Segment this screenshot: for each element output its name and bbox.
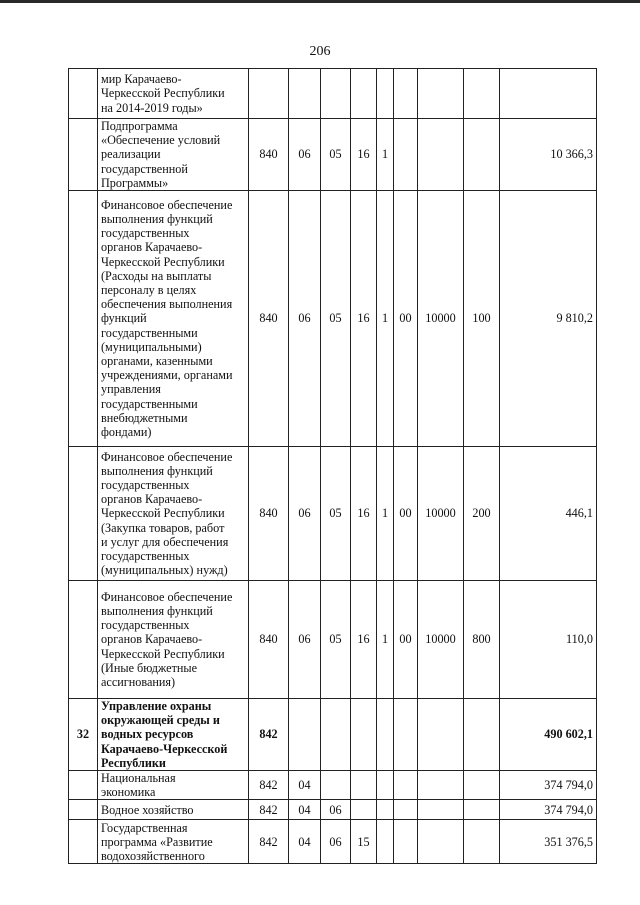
code-cell: 842 [249, 699, 289, 771]
item-name [98, 191, 249, 447]
item-name-line: государственными [101, 325, 198, 340]
item-name-line: и услуг для обеспечения [101, 534, 229, 549]
item-name-line: государственных [101, 549, 190, 564]
item-name [98, 447, 249, 581]
code-cell [394, 69, 418, 119]
code-cell: 06 [321, 820, 351, 864]
code-cell: 04 [289, 800, 321, 820]
item-name-line: органов Карачаево- [101, 240, 203, 255]
code-cell: 06 [289, 581, 321, 699]
code-cell: 1 [377, 191, 394, 447]
code-cell [418, 119, 464, 191]
item-name-line: Государственная [101, 820, 188, 835]
table-row [69, 69, 597, 119]
code-cell [321, 699, 351, 771]
code-cell [351, 800, 377, 820]
code-cell: 04 [289, 820, 321, 864]
code-cell: 05 [321, 191, 351, 447]
code-cell: 840 [249, 191, 289, 447]
row-number [69, 447, 98, 581]
item-name-line: органов Карачаево- [101, 492, 203, 507]
code-cell: 1 [377, 119, 394, 191]
code-cell [394, 800, 418, 820]
row-number [69, 820, 98, 864]
code-cell [351, 69, 377, 119]
item-name [98, 771, 249, 800]
table-row [69, 771, 597, 800]
item-name-line: государственной [101, 161, 188, 176]
table-row [69, 581, 597, 699]
code-cell: 04 [289, 771, 321, 800]
item-name-line: выполнения функций [101, 604, 213, 618]
code-cell: 1 [377, 581, 394, 699]
code-cell: 840 [249, 581, 289, 699]
item-name-line: водных ресурсов [101, 727, 194, 742]
item-name [98, 581, 249, 699]
code-cell: 06 [289, 119, 321, 191]
code-cell: 840 [249, 447, 289, 581]
code-cell: 840 [249, 119, 289, 191]
item-name-line: ассигнования) [101, 675, 176, 690]
code-cell [377, 69, 394, 119]
item-name-line: (Закупка товаров, работ [101, 520, 225, 535]
code-cell [464, 820, 500, 864]
code-cell [418, 771, 464, 800]
item-name-line: учреждениями, органами [101, 368, 233, 383]
item-name-line: Национальная [101, 771, 176, 786]
code-cell: 06 [321, 800, 351, 820]
code-cell [464, 699, 500, 771]
item-name-line: органами, казенными [101, 354, 213, 369]
code-cell: 16 [351, 581, 377, 699]
item-name-line: реализации [101, 147, 161, 162]
item-name-line: управления [101, 382, 161, 397]
row-number [69, 69, 98, 119]
item-name-line: на 2014-2019 годы» [101, 100, 203, 115]
table-row [69, 800, 597, 820]
amount-cell: 374 794,0 [500, 800, 597, 820]
amount-cell: 110,0 [500, 581, 597, 699]
item-name-line: государственных [101, 478, 190, 492]
code-cell [418, 800, 464, 820]
code-cell [394, 820, 418, 864]
table-row [69, 119, 597, 191]
item-name-line: выполнения функций [101, 211, 213, 226]
code-cell [418, 69, 464, 119]
row-number [69, 119, 98, 191]
item-name [98, 820, 249, 864]
item-name-line: персоналу в целях [101, 283, 197, 297]
code-cell [418, 820, 464, 864]
code-cell [377, 800, 394, 820]
budget-table [68, 68, 597, 864]
amount-cell [500, 69, 597, 119]
code-cell: 800 [464, 581, 500, 699]
item-name-line: (Иные бюджетные [101, 660, 198, 675]
amount-cell: 351 376,5 [500, 820, 597, 864]
row-number: 32 [69, 699, 98, 771]
row-number [69, 771, 98, 800]
item-name-line: функций [101, 311, 147, 326]
page-number: 206 [309, 44, 331, 59]
item-name-line: мир Карачаево- [101, 72, 182, 87]
amount-cell: 9 810,2 [500, 191, 597, 447]
item-name-line: Черкесской Республики [101, 254, 225, 269]
code-cell: 10000 [418, 581, 464, 699]
item-name-line: Водное хозяйство [101, 802, 194, 817]
row-number [69, 191, 98, 447]
item-name-line: государственными [101, 396, 198, 411]
item-name-line: органов Карачаево- [101, 632, 203, 647]
code-cell [394, 119, 418, 191]
code-cell: 10000 [418, 447, 464, 581]
code-cell: 05 [321, 447, 351, 581]
item-name-line: Карачаево-Черкесской [101, 741, 228, 756]
code-cell: 15 [351, 820, 377, 864]
table-body [69, 69, 597, 864]
code-cell: 10000 [418, 191, 464, 447]
code-cell: 16 [351, 447, 377, 581]
code-cell [418, 699, 464, 771]
code-cell: 16 [351, 191, 377, 447]
amount-cell: 374 794,0 [500, 771, 597, 800]
item-name-line: Финансовое обеспечение [101, 589, 233, 604]
code-cell [377, 699, 394, 771]
code-cell: 100 [464, 191, 500, 447]
amount-cell: 10 366,3 [500, 119, 597, 191]
item-name-line: государственных [101, 618, 190, 633]
scan-edge [0, 0, 640, 3]
code-cell [321, 771, 351, 800]
code-cell: 00 [394, 191, 418, 447]
code-cell [464, 771, 500, 800]
item-name-line: (муниципальных) нужд) [101, 563, 228, 578]
item-name-line: «Обеспечение условий [101, 133, 221, 148]
code-cell [464, 800, 500, 820]
item-name [98, 699, 249, 771]
item-name-line: выполнения функций [101, 463, 213, 478]
code-cell [464, 69, 500, 119]
item-name-line: Финансовое обеспечение [101, 197, 233, 212]
item-name-line: Финансовое обеспечение [101, 449, 233, 464]
item-name-line: Программы» [101, 175, 169, 190]
code-cell: 16 [351, 119, 377, 191]
item-name-line: окружающей среды и [101, 713, 220, 728]
code-cell [394, 771, 418, 800]
item-name-line: экономика [101, 785, 156, 800]
item-name-line: (муниципальными) [101, 339, 202, 354]
code-cell [289, 69, 321, 119]
code-cell: 842 [249, 820, 289, 864]
item-name-line: Республики [101, 755, 166, 770]
code-cell [464, 119, 500, 191]
item-name-line: Управление охраны [101, 699, 212, 714]
code-cell [377, 820, 394, 864]
item-name-line: обеспечения выполнения [101, 297, 233, 312]
item-name-line: Черкесской Республики [101, 506, 225, 521]
item-name-line: Подпрограмма [101, 119, 178, 133]
item-name [98, 800, 249, 820]
code-cell [394, 699, 418, 771]
item-name [98, 69, 249, 119]
code-cell [321, 69, 351, 119]
code-cell [289, 699, 321, 771]
code-cell: 200 [464, 447, 500, 581]
item-name-line: фондами) [101, 425, 152, 440]
item-name-line: внебюджетными [101, 410, 188, 425]
table-row [69, 820, 597, 864]
item-name-line: Черкесской Республики [101, 86, 225, 101]
code-cell: 06 [289, 447, 321, 581]
code-cell: 06 [289, 191, 321, 447]
row-number [69, 581, 98, 699]
row-number [69, 800, 98, 820]
code-cell [351, 771, 377, 800]
table-row [69, 191, 597, 447]
item-name-line: водохозяйственного [101, 849, 205, 864]
code-cell: 1 [377, 447, 394, 581]
code-cell: 05 [321, 119, 351, 191]
code-cell [249, 69, 289, 119]
amount-cell: 490 602,1 [500, 699, 597, 771]
code-cell: 842 [249, 771, 289, 800]
code-cell [377, 771, 394, 800]
code-cell: 842 [249, 800, 289, 820]
item-name-line: Черкесской Республики [101, 646, 225, 661]
amount-cell: 446,1 [500, 447, 597, 581]
code-cell: 05 [321, 581, 351, 699]
table-row [69, 447, 597, 581]
table-row [69, 699, 597, 771]
code-cell: 00 [394, 447, 418, 581]
item-name-line: программа «Развитие [101, 834, 213, 849]
item-name-line: государственных [101, 226, 190, 241]
code-cell: 00 [394, 581, 418, 699]
item-name-line: (Расходы на выплаты [101, 268, 212, 283]
item-name [98, 119, 249, 191]
code-cell [351, 699, 377, 771]
